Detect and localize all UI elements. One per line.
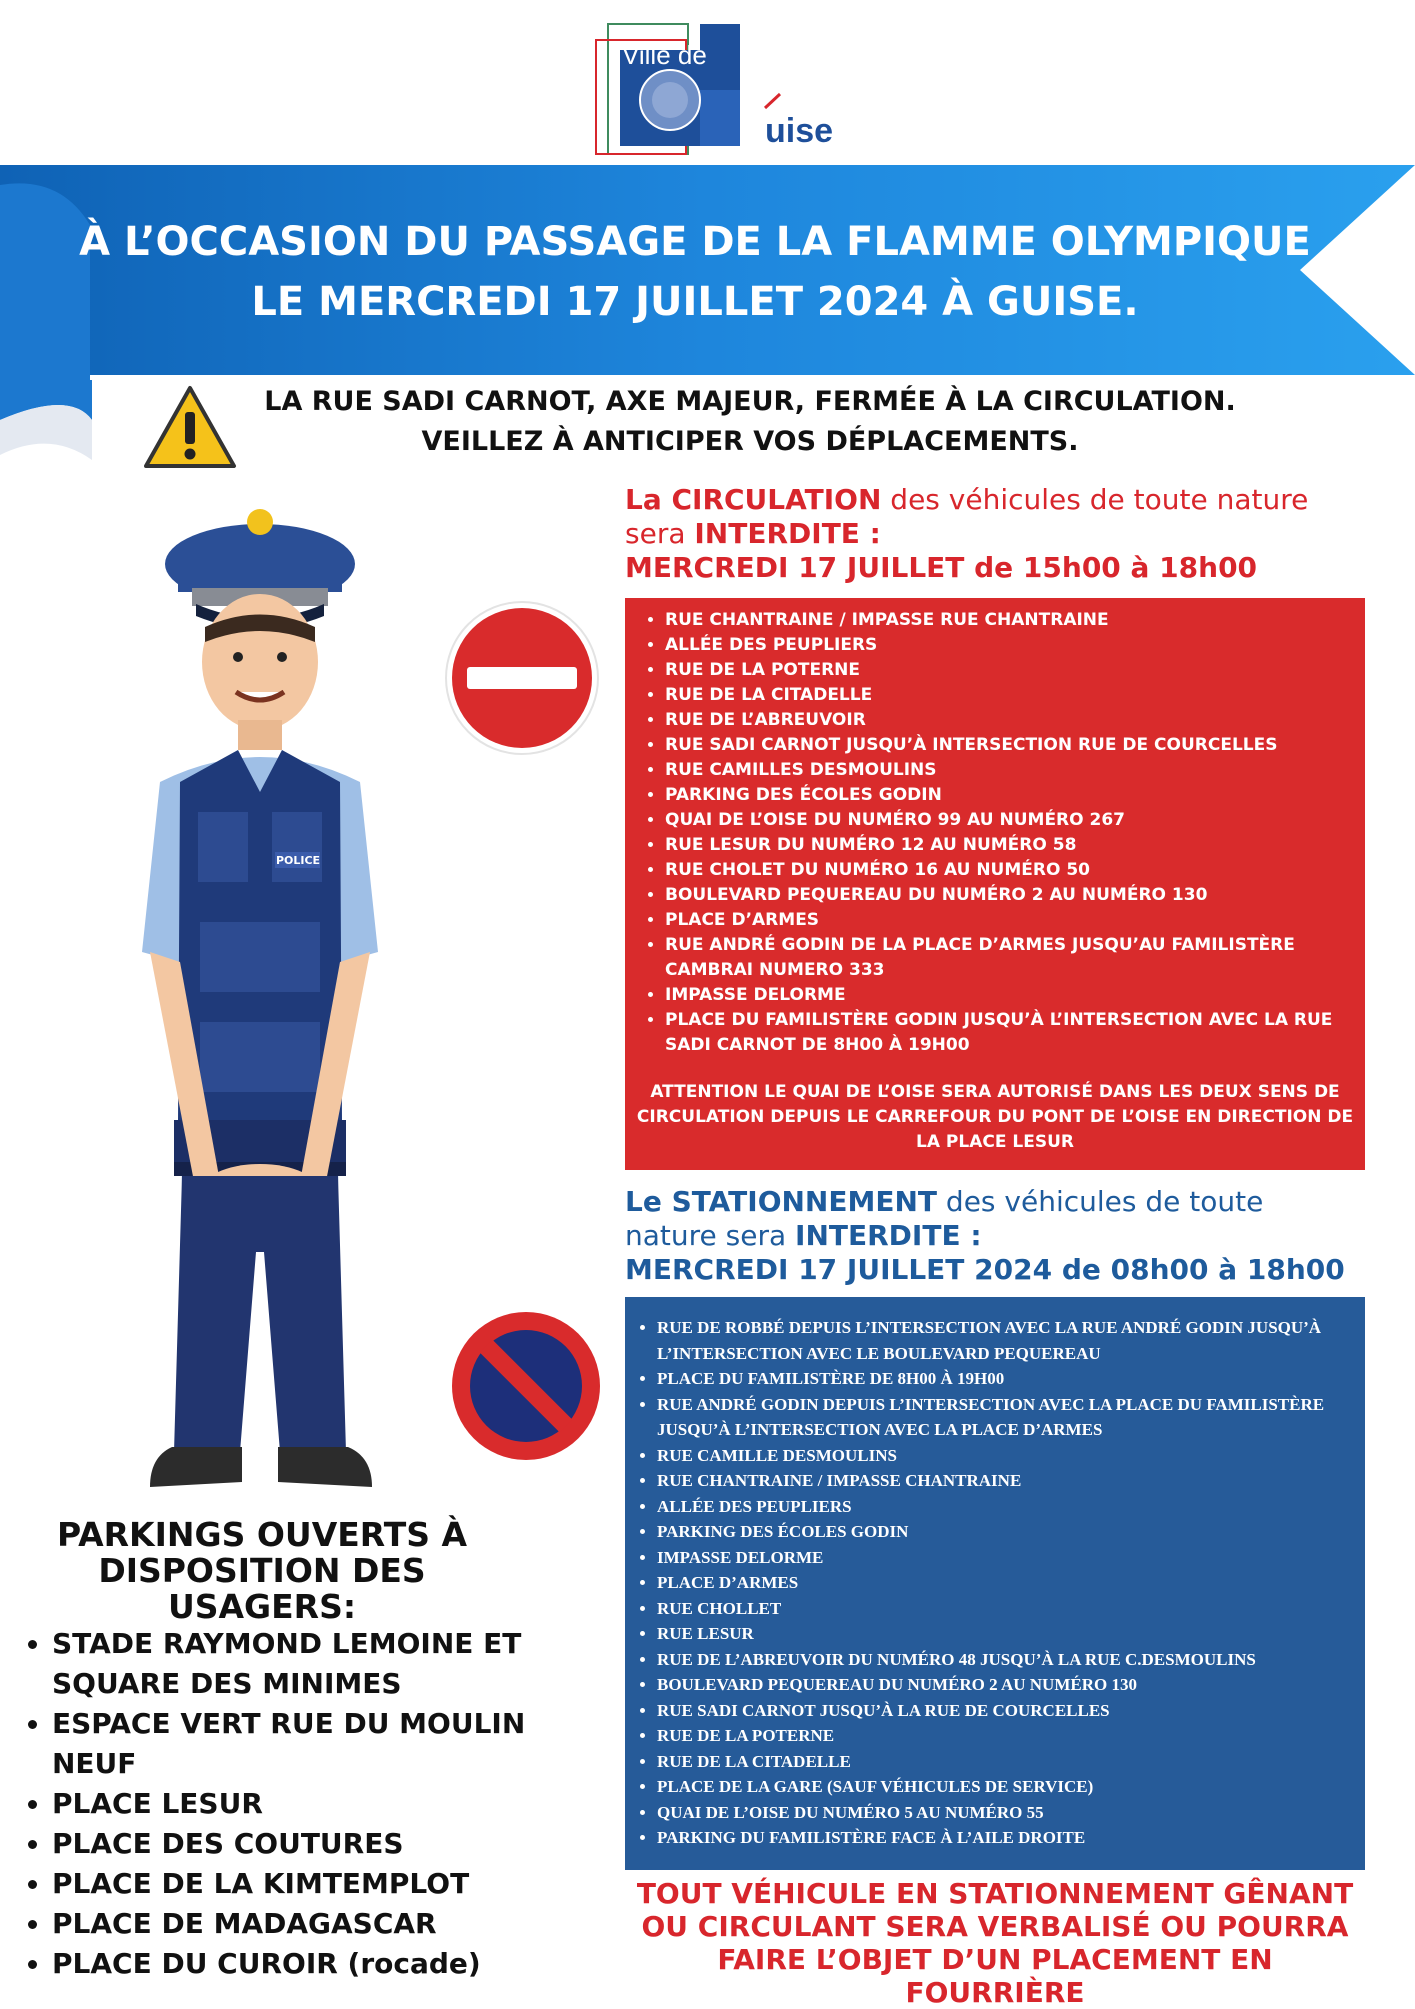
final-warning-line2: OU CIRCULANT SERA VERBALISÉ OU POURRA (641, 1910, 1349, 1943)
circulation-street-item: • RUE DE L’ABREUVOIR (665, 708, 1345, 733)
stationnement-prefix: Le (625, 1185, 672, 1218)
stationnement-street-item: • RUE DE LA POTERNE (657, 1723, 1345, 1749)
circulation-keyword: CIRCULATION (671, 483, 882, 516)
stationnement-street-item: • RUE CAMILLE DESMOULINS (657, 1443, 1345, 1469)
final-warning (625, 1877, 1365, 2009)
stationnement-heading (625, 1185, 1365, 1287)
circulation-street-item: • PLACE DU FAMILISTÈRE GODIN JUSQU’À L’INTERSECTION AVEC LA RUE SADI CARNOT DE 8H00 À 19H00 (665, 1008, 1345, 1058)
circulation-street-item: • QUAI DE L’OISE DU NUMÉRO 99 AU NUMÉRO 267 (665, 808, 1345, 833)
stationnement-street-item: • RUE DE LA CITADELLE (657, 1749, 1345, 1775)
circulation-street-item: • RUE CHANTRAINE / IMPASSE RUE CHANTRAINE (665, 608, 1345, 633)
warning-line2: VEILLEZ À ANTICIPER VOS DÉPLACEMENTS. (421, 426, 1079, 457)
circulation-street-item: • IMPASSE DELORME (665, 983, 1345, 1008)
logo-text-ville: Ville de (622, 40, 707, 70)
stationnement-street-item: • RUE CHOLLET (657, 1596, 1345, 1622)
circulation-line2-keyword: INTERDITE : (694, 517, 881, 550)
circulation-heading (625, 483, 1365, 585)
parking-item: • PLACE DU CUROIR (rocade) (52, 1944, 572, 1984)
parking-item: • PLACE DE MADAGASCAR (52, 1904, 572, 1944)
parking-item: • PLACE LESUR (52, 1784, 572, 1824)
parkings-title (12, 1517, 512, 1625)
police-officer-illustration (110, 492, 410, 1522)
stationnement-street-item: • RUE DE ROBBÉ DEPUIS L’INTERSECTION AVEC LA RUE ANDRÉ GODIN JUSQU’À L’INTERSECTION AVEC LE BOULEVARD PEQUEREAU (657, 1315, 1345, 1366)
stationnement-street-item: • RUE SADI CARNOT JUSQU’À LA RUE DE COURCELLES (657, 1698, 1345, 1724)
circulation-street-item: • RUE CHOLET DU NUMÉRO 16 AU NUMÉRO 50 (665, 858, 1345, 883)
stationnement-date: MERCREDI 17 JUILLET 2024 de 08h00 à 18h00 (625, 1253, 1345, 1286)
circulation-streets-box (625, 598, 1365, 1170)
circulation-middle: des véhicules de toute nature (881, 483, 1309, 516)
parkings-title-line1: PARKINGS OUVERTS À (56, 1515, 468, 1554)
circulation-street-list (625, 598, 1365, 1058)
stationnement-streets-box (625, 1297, 1365, 1870)
circulation-prefix: La (625, 483, 672, 516)
circulation-street-item: • PLACE D’ARMES (665, 908, 1345, 933)
final-warning-line3: FAIRE L’OBJET D’UN PLACEMENT EN FOURRIÈRE (717, 1943, 1273, 2009)
stationnement-heading-line1 (625, 1185, 1365, 1219)
circulation-street-item: • RUE DE LA CITADELLE (665, 683, 1345, 708)
parkings-list (20, 1624, 572, 1984)
parkings-title-line2: DISPOSITION DES USAGERS: (98, 1551, 426, 1626)
no-entry-sign-icon (443, 599, 601, 757)
stationnement-street-item: • PLACE DE LA GARE (SAUF VÉHICULES DE SERVICE) (657, 1774, 1345, 1800)
stationnement-street-item: • RUE DE L’ABREUVOIR DU NUMÉRO 48 JUSQU’À LA RUE C.DESMOULINS (657, 1647, 1345, 1673)
no-parking-sign-icon (450, 1310, 602, 1462)
circulation-street-item: • PARKING DES ÉCOLES GODIN (665, 783, 1345, 808)
stationnement-street-item: • PLACE DU FAMILISTÈRE DE 8H00 À 19H00 (657, 1366, 1345, 1392)
circulation-heading-line1 (625, 483, 1365, 517)
stationnement-street-item: • RUE LESUR (657, 1621, 1345, 1647)
stationnement-line2-prefix: nature sera (625, 1219, 796, 1252)
circulation-line2-prefix: sera (625, 517, 695, 550)
stationnement-keyword: STATIONNEMENT (671, 1185, 938, 1218)
warning-line1: LA RUE SADI CARNOT, AXE MAJEUR, FERMÉE À LA CIRCULATION. (264, 386, 1236, 417)
stationnement-street-item: • PLACE D’ARMES (657, 1570, 1345, 1596)
circulation-street-item: • RUE DE LA POTERNE (665, 658, 1345, 683)
parking-item: • PLACE DES COUTURES (52, 1824, 572, 1864)
final-warning-line1: TOUT VÉHICULE EN STATIONNEMENT GÊNANT (636, 1877, 1354, 1910)
stationnement-heading-line2 (625, 1219, 1365, 1253)
stationnement-street-item: • ALLÉE DES PEUPLIERS (657, 1494, 1345, 1520)
stationnement-street-item: • RUE ANDRÉ GODIN DEPUIS L’INTERSECTION AVEC LA PLACE DU FAMILISTÈRE JUSQU’À L’INTERSECTION AVEC LA PLACE D’ARMES (657, 1392, 1345, 1443)
circulation-street-item: • ALLÉE DES PEUPLIERS (665, 633, 1345, 658)
police-badge-text: POLICE (275, 854, 321, 867)
stationnement-street-item: • PARKING DES ÉCOLES GODIN (657, 1519, 1345, 1545)
banner-fold (0, 380, 92, 460)
banner-title (60, 212, 1330, 332)
stationnement-street-item: • IMPASSE DELORME (657, 1545, 1345, 1571)
parking-item: • STADE RAYMOND LEMOINE ET SQUARE DES MINIMES (52, 1624, 572, 1704)
circulation-attention: ATTENTION LE QUAI DE L’OISE SERA AUTORISÉ DANS LES DEUX SENS DE CIRCULATION DEPUIS LE CARREFOUR DU PONT DE L’OISE EN DIRECTION DE LA PLACE LESUR (636, 1082, 1354, 1152)
circulation-street-item: • RUE SADI CARNOT JUSQU’À INTERSECTION RUE DE COURCELLES (665, 733, 1345, 758)
stationnement-line2-keyword: INTERDITE : (795, 1219, 982, 1252)
stationnement-street-item: • BOULEVARD PEQUEREAU DU NUMÉRO 2 AU NUMÉRO 130 (657, 1672, 1345, 1698)
stationnement-street-item: • PARKING DU FAMILISTÈRE FACE À L’AILE DROITE (657, 1825, 1345, 1851)
stationnement-street-list (625, 1297, 1365, 1851)
circulation-heading-line2 (625, 517, 1365, 551)
stationnement-street-item: • QUAI DE L’OISE DU NUMÉRO 5 AU NUMÉRO 55 (657, 1800, 1345, 1826)
circulation-street-item: • RUE ANDRÉ GODIN DE LA PLACE D’ARMES JUSQU’AU FAMILISTÈRE CAMBRAI NUMERO 333 (665, 933, 1345, 983)
warning-triangle-icon (142, 384, 238, 470)
circulation-street-item: • BOULEVARD PEQUEREAU DU NUMÉRO 2 AU NUMÉRO 130 (665, 883, 1345, 908)
banner-title-line1: À L’OCCASION DU PASSAGE DE LA FLAMME OLYMPIQUE (79, 219, 1311, 265)
parking-item: • PLACE DE LA KIMTEMPLOT (52, 1864, 572, 1904)
warning-text (240, 382, 1260, 462)
logo-text-uise: uise (765, 112, 834, 150)
city-logo (590, 20, 834, 160)
circulation-street-item: • RUE CAMILLES DESMOULINS (665, 758, 1345, 783)
parking-item: • ESPACE VERT RUE DU MOULIN NEUF (52, 1704, 572, 1784)
stationnement-middle: des véhicules de toute (937, 1185, 1264, 1218)
circulation-date: MERCREDI 17 JUILLET de 15h00 à 18h00 (625, 551, 1258, 584)
stationnement-street-item: • RUE CHANTRAINE / IMPASSE CHANTRAINE (657, 1468, 1345, 1494)
circulation-street-item: • RUE LESUR DU NUMÉRO 12 AU NUMÉRO 58 (665, 833, 1345, 858)
banner-title-line2: LE MERCREDI 17 JUILLET 2024 À GUISE. (251, 279, 1139, 325)
